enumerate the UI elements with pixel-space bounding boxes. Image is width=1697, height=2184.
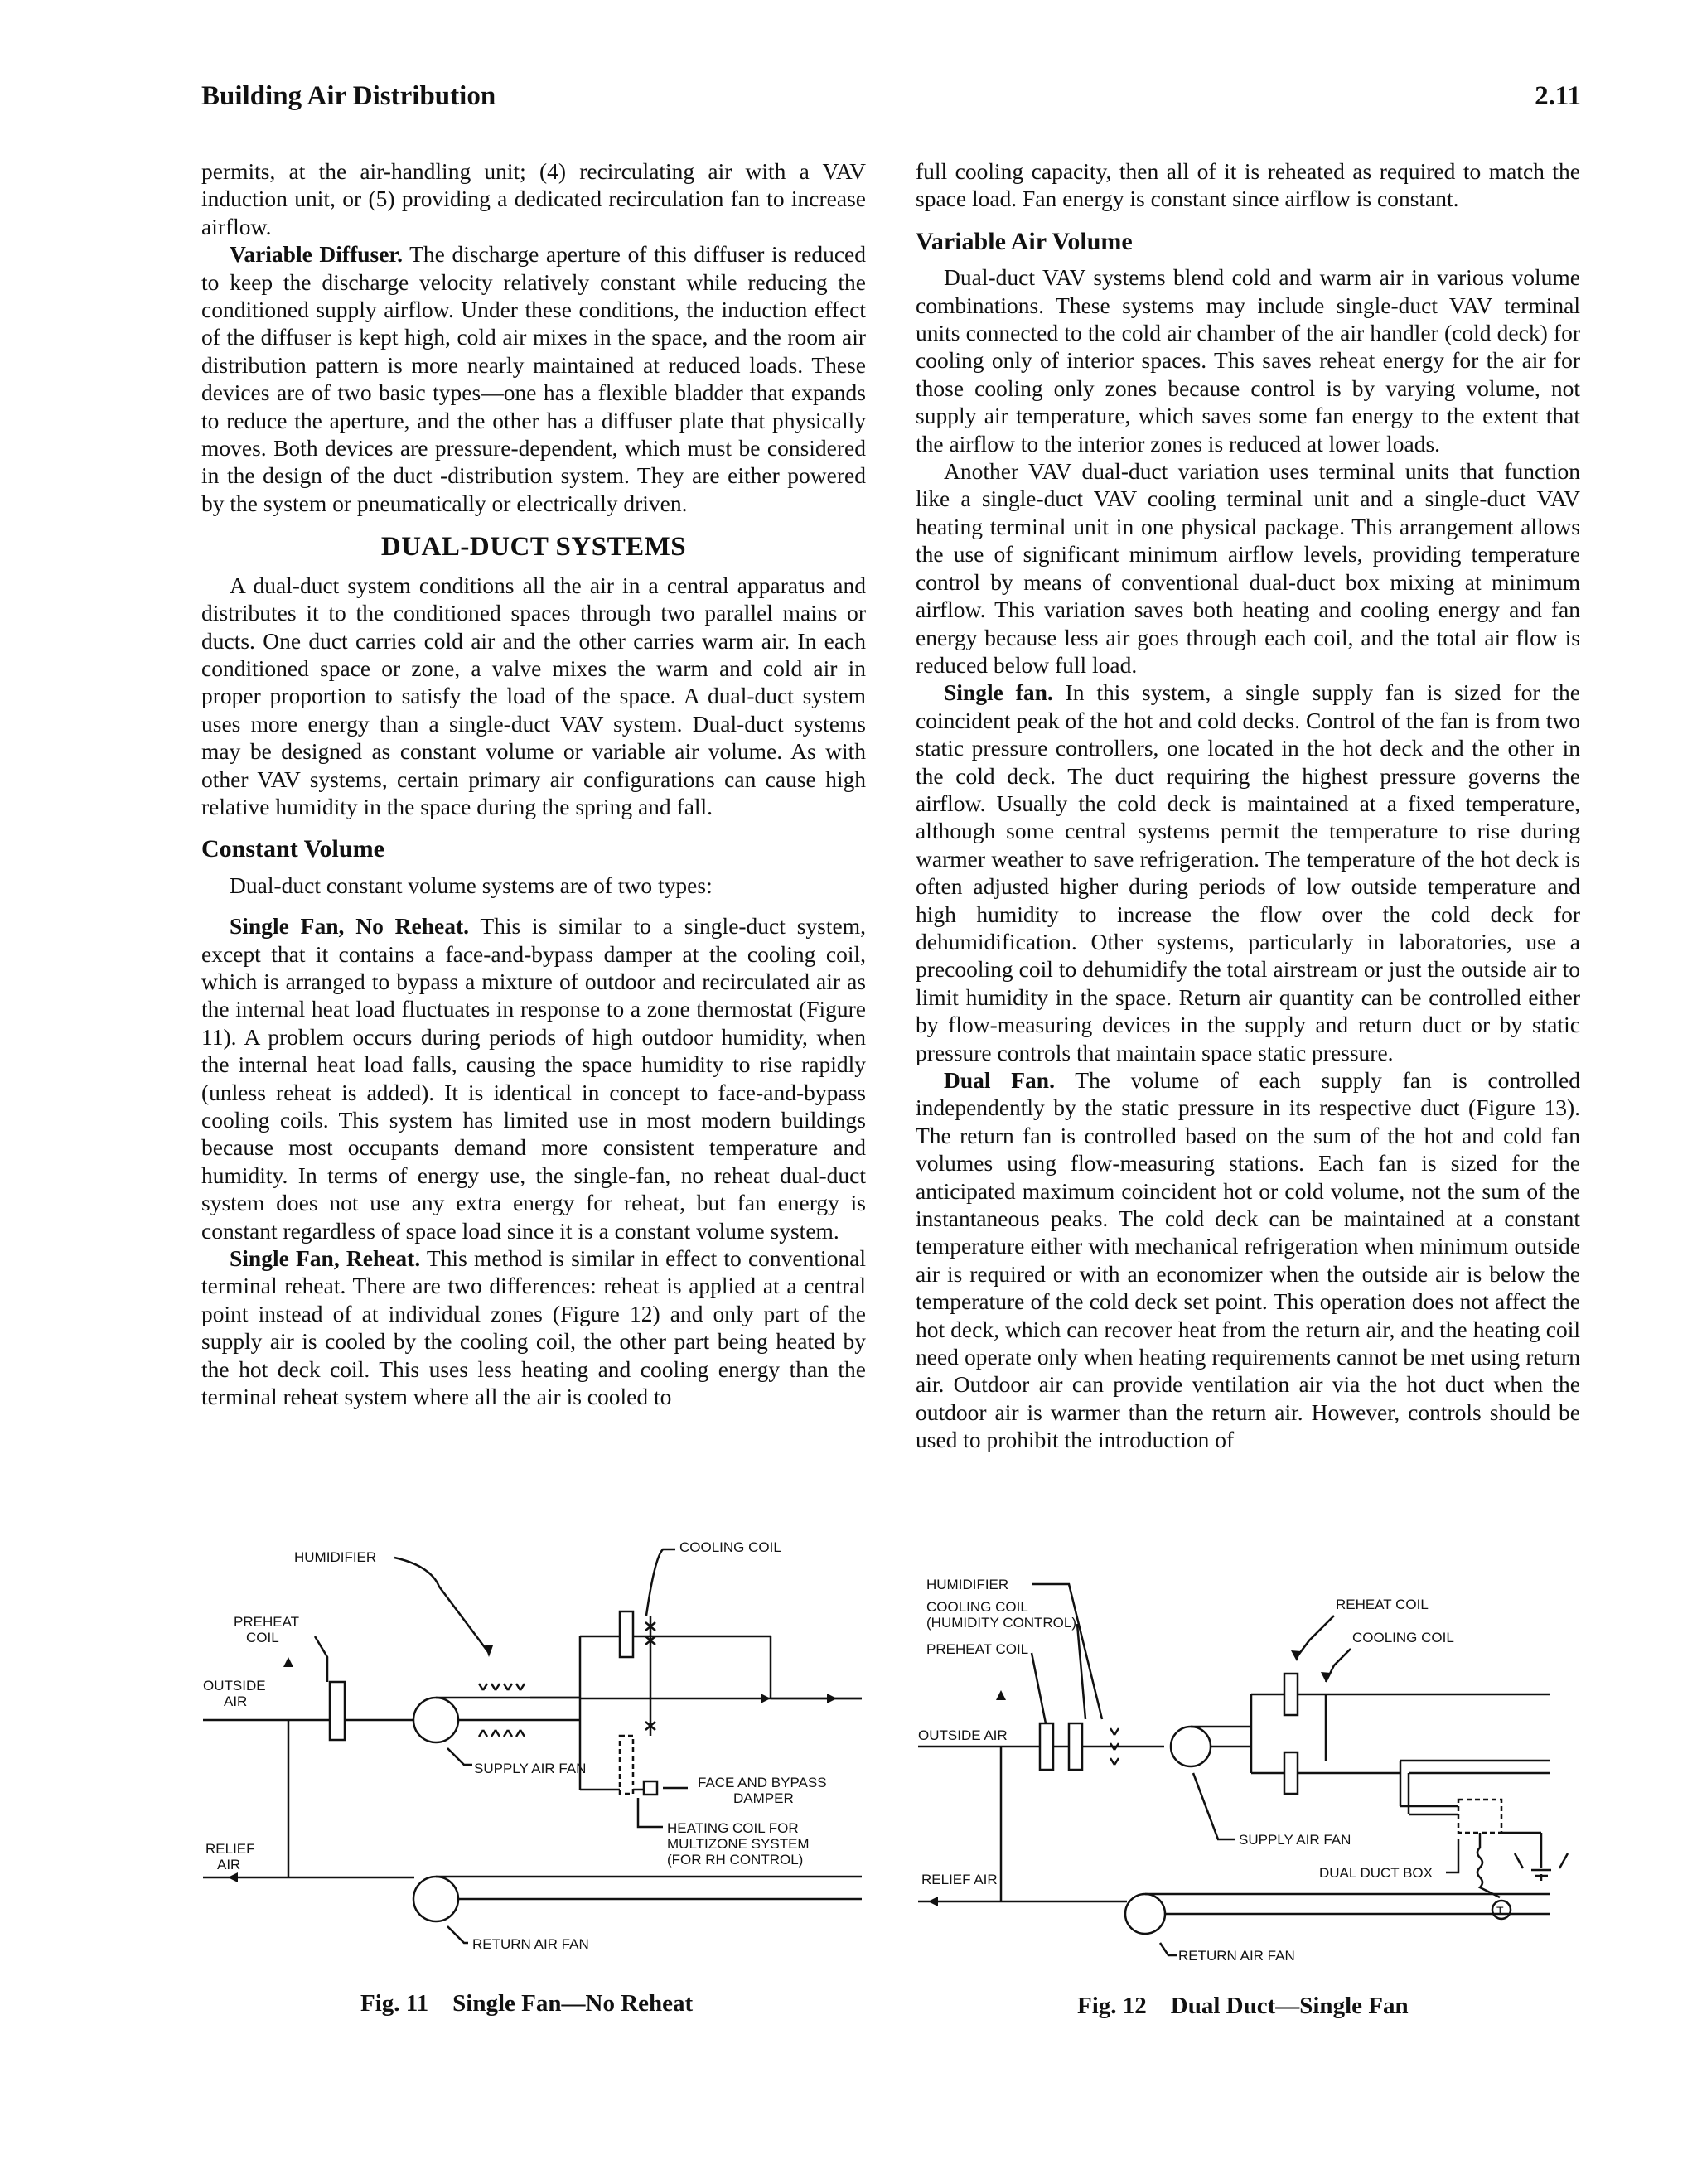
figure-12-caption: Fig. 12 Dual Duct—Single Fan [1077,1993,1409,2019]
constant-volume-heading: Constant Volume [201,835,384,863]
fig11-cooling-coil-label: COOLING COIL [679,1539,781,1555]
fig12-humidifier-label: HUMIDIFIER [926,1577,1009,1592]
fig11-heating-coil-label-3: (FOR RH CONTROL) [667,1852,804,1868]
single-fan-reheat-text: This method is similar in effect to conventional terminal reheat. There are two differences: reheat is applied at a central point instead of at individual zones (Figure 12) and only part of the supply air is cooled by the cooling coil, the other part being heated by the hot deck coil. This uses less heating and cooling energy than the terminal reheat system where all the air is cooled to [201,1245,867,1410]
dual-fan-lead: Dual Fan. [944,1067,1055,1093]
fig12-return-fan-label: RETURN AIR FAN [1178,1948,1295,1964]
dual-fan-text: The volume of each supply fan is controlled independently by the static pressure in its respective duct (Figure 13). The return fan is controlled based on the sum of the hot and cold fan volumes using flow-measuring stations. Each fan is sized for the anticipated maximum coincident hot or cold volume, not the sum of the instantaneous peaks. The cold deck can be maintained at a constant temperature either with mechanical refrigeration when minimum outside air is required or with an economizer when the outside air is below the temperature of the cold deck set point. This operation does not affect the hot deck, which can recover heat from the return air, and the heating coil need operate only when heating requirements cannot be met using return air. Outdoor air can provide ventilation air via the hot duct when the outdoor air is warmer than the return air. However, controls should be used to prohibit the introduction of [916,1067,1581,1453]
page-number: 2.11 [1535,81,1581,111]
single-fan-no-reheat-text: This is similar to a single-duct system, except that it contains a face-and-bypass damper at the cooling coil, which is arranged to bypass a mixture of outdoor and recirculated air as the internal heat load fluctuates in response to a zone thermostat (Figure 11). A problem occurs during periods of high outdoor humidity, when the internal heat load falls, causing the space humidity to rise rapidly (unless reheat is added). It is identical in concept to face-and-bypass cooling coils. This system has limited use in most modern buildings because most occupants demand more consistent temperature and humidity. In terms of energy use, the single-fan, no reheat dual-duct system does not use any extra energy for reheat, but fan energy is constant regardless of space load since it is a constant volume system. [201,913,866,1244]
dual-duct-heading: DUAL-DUCT SYSTEMS [380,532,687,563]
single-fan-reheat-lead: Single Fan, Reheat. [230,1245,421,1272]
variable-diffuser-lead: Variable Diffuser. [230,241,403,268]
fig11-supply-fan-label: SUPPLY AIR FAN [474,1761,587,1776]
single-fan-no-reheat-lead: Single Fan, No Reheat. [230,913,469,940]
fig12-dual-duct-box-label: DUAL DUCT BOX [1319,1865,1433,1881]
left-paragraph-1: permits, at the air-handling unit; (4) recirculating air with a VAV induction unit, or (5) providing a dedicated recirculation fan to increase airflow. [201,158,866,239]
fig12-cooling-coil-label-1: COOLING COIL [926,1599,1028,1615]
fig11-outside-air-label-2: AIR [224,1694,248,1709]
fig12-cooling-coil-label: COOLING COIL [1352,1630,1454,1645]
figure-11-caption: Fig. 11 Single Fan—No Reheat [360,1990,694,2017]
fig12-reheat-coil-label: REHEAT COIL [1336,1597,1429,1612]
vav-paragraph-1: Dual-duct VAV systems blend cold and warm air in various volume combinations. These systems may include single-duct VAV terminal units connected to the cold air chamber of the air handler (cold deck) for cooling only of interior spaces. This saves reheat energy for the air for those cooling only zones because control is by varying volume, not supply air temperature, which saves some fan energy to the extent that the airflow to the interior zones is reduced at lower loads. [916,264,1580,457]
fig12-relief-air-label: RELIEF AIR [921,1872,998,1887]
fig11-preheat-label-1: PREHEAT [234,1614,300,1630]
fig11-outside-air-label-1: OUTSIDE [203,1678,266,1694]
variable-diffuser-text: The discharge aperture of this diffuser is reduced to keep the discharge velocity relatively constant while reducing the conditioned supply airflow. Under these conditions, the induction effect of the diffuser is kept high, cold air mixes in the space, and the room air distribution pattern is more nearly maintained at reduced loads. These devices are of two basic types—one has a flexible bladder that expands to reduce the aperture, and the other has a diffuser plate that physically moves. Both devices are pressure-dependent, which must be considered in the design of the duct -distribution system. They are either powered by the system or pneumatically or electrically driven. [201,241,866,516]
fig11-heating-coil-label-2: MULTIZONE SYSTEM [667,1836,810,1852]
running-header-title: Building Air Distribution [201,81,496,111]
dual-duct-paragraph: A dual-duct system conditions all the air in a central apparatus and distributes it to the conditioned spaces through two parallel mains or ducts. One duct carries cold air and the other carries warm air. In each conditioned space or zone, a valve mixes the warm and cold air in proper proportion to satisfy the load of the space. A dual-duct system uses more energy than a single-duct VAV system. Dual-duct systems may be designed as constant volume or variable air volume. As with other VAV systems, certain primary air configurations can cause high relative humidity in the space during the spring and fall. [201,572,866,819]
right-paragraph-1: full cooling capacity, then all of it is reheated as required to match the space load. Fan energy is constant since airflow is constant. [916,158,1580,212]
fig12-outside-air-label: OUTSIDE AIR [918,1727,1008,1743]
fig12-supply-fan-label: SUPPLY AIR FAN [1239,1832,1351,1848]
fig11-return-fan-label: RETURN AIR FAN [472,1936,589,1952]
vav-paragraph-2: Another VAV dual-duct variation uses terminal units that function like a single-duct VAV cooling terminal unit and a single-duct VAV heating terminal unit in one physical package. This arrangement allows the use of significant minimum airflow levels, providing temperature control by means of conventional dual-duct box mixing at minimum airflow. This variation saves both heating and cooling energy and fan energy because less air goes through each coil, and the total air flow is reduced below full load. [916,458,1580,678]
constant-volume-intro: Dual-duct constant volume systems are of two types: [230,872,713,898]
fig12-cooling-coil-label-2: (HUMIDITY CONTROL) [926,1615,1077,1631]
fig12-thermostat-label: T [1496,1904,1504,1917]
fig11-heating-coil-label-1: HEATING COIL FOR [667,1820,799,1836]
variable-air-volume-heading: Variable Air Volume [916,227,1133,255]
fig11-relief-label-2: AIR [217,1857,241,1872]
fig11-preheat-label-2: COIL [246,1630,279,1645]
single-fan-lead: Single fan. [944,679,1053,706]
single-fan-text: In this system, a single supply fan is sized for the coincident peak of the hot and cold decks. Control of the fan is from two static pressure controllers, one located in the hot deck and the other in the cold deck. The duct requiring the highest pressure governs the airflow. Usually the cold deck is maintained at a fixed temperature, although some central systems permit the temperature to rise during warmer weather to save refrigeration. The temperature of the hot deck is often adjusted higher during periods of low outside temperature and high humidity to increase the flow over the cold deck for dehumidification. Other systems, particularly in laboratories, use a precooling coil to dehumidify the total airstream or just the outside air to limit humidity in the space. Return air quantity can be controlled either by flow-measuring devices in the supply and return duct or by static pressure controls that maintain space static pressure. [916,679,1580,1065]
fig12-preheat-label: PREHEAT COIL [926,1641,1029,1657]
fig11-face-bypass-label-2: DAMPER [733,1790,794,1806]
fig11-relief-label-1: RELIEF [205,1841,255,1857]
fig11-humidifier-label: HUMIDIFIER [294,1549,377,1565]
fig11-face-bypass-label-1: FACE AND BYPASS [698,1775,827,1790]
